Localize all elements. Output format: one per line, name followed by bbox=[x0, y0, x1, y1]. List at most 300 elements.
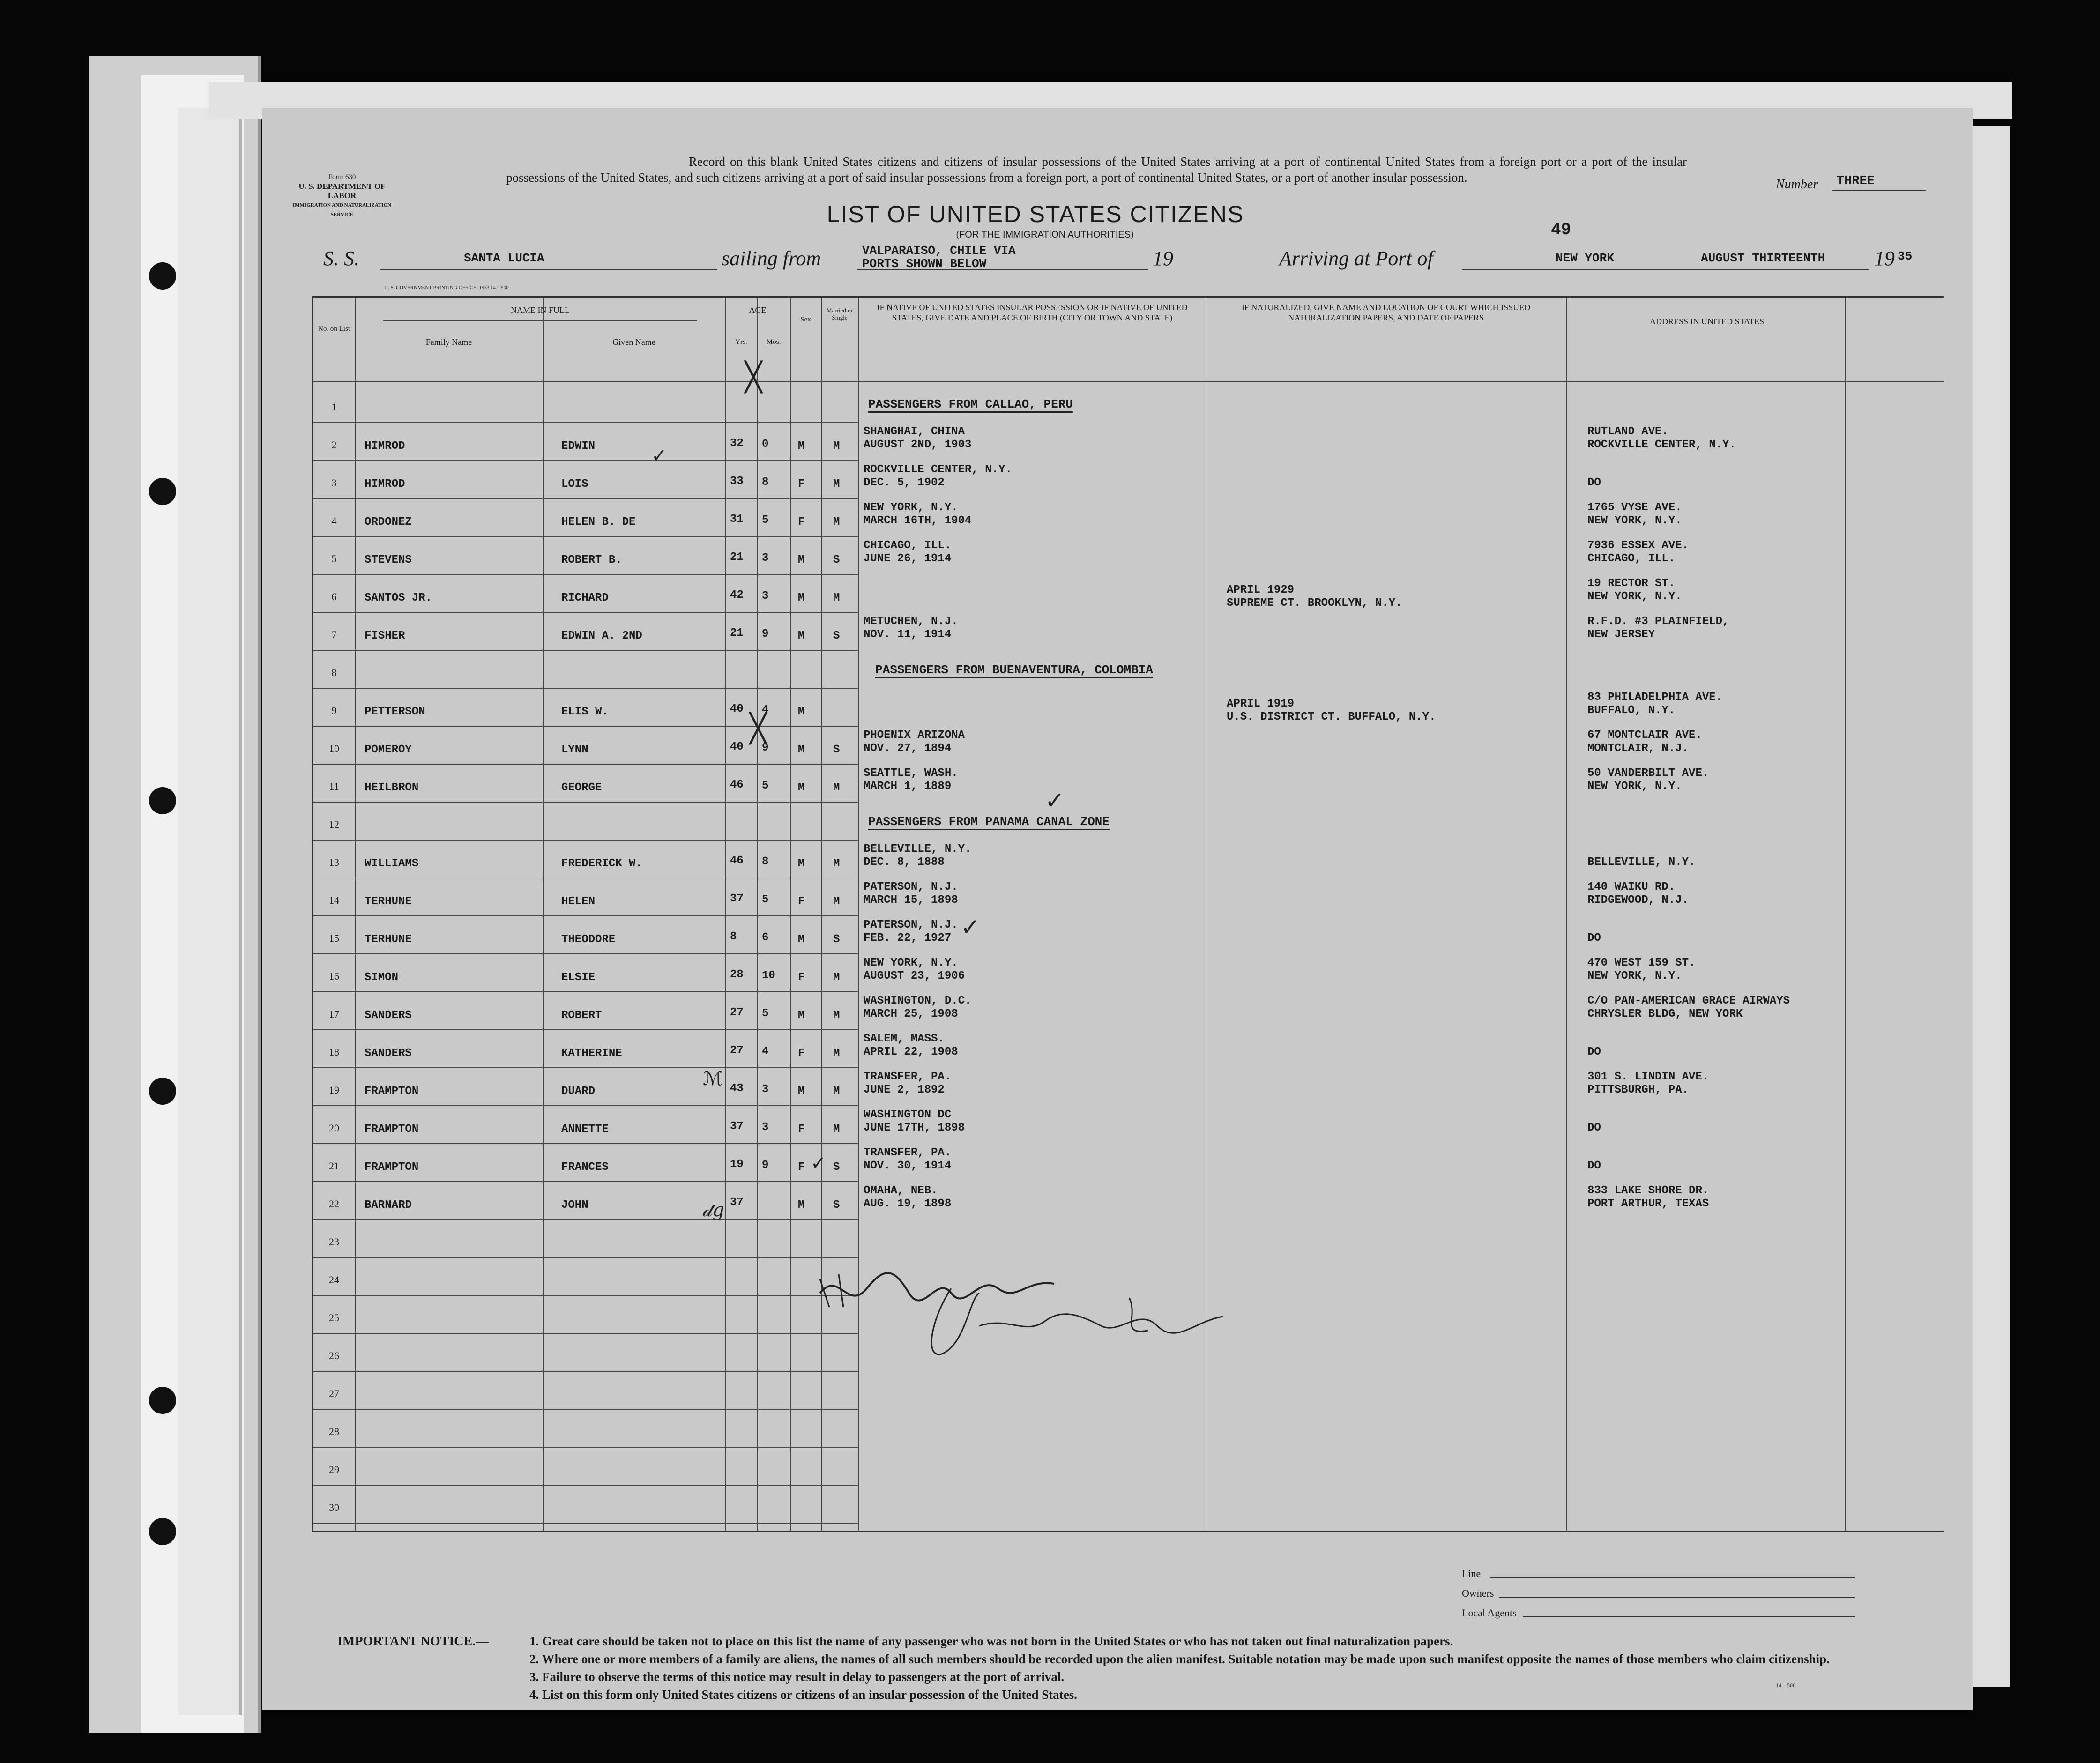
row-rule bbox=[313, 574, 858, 575]
given-name-cell: FRANCES bbox=[561, 1161, 609, 1174]
address-line2-cell: RIDGEWOOD, N.J. bbox=[1587, 894, 1689, 907]
address-line1-cell: 83 PHILADELPHIA AVE. bbox=[1587, 691, 1723, 704]
age-months-cell: 3 bbox=[762, 1121, 769, 1134]
notice-title: IMPORTANT NOTICE.— bbox=[337, 1634, 489, 1649]
given-name-cell: DUARD bbox=[561, 1085, 596, 1098]
sex-cell: M bbox=[798, 1199, 805, 1212]
age-years-cell: 37 bbox=[730, 1196, 744, 1209]
address-line2-cell: NEW YORK, N.Y. bbox=[1587, 780, 1682, 793]
age-months-cell: 6 bbox=[762, 931, 769, 944]
birth-date-cell: JUNE 17TH, 1898 bbox=[864, 1122, 965, 1134]
given-name-cell: KATHERINE bbox=[561, 1047, 622, 1060]
birth-date-cell: JUNE 26, 1914 bbox=[864, 552, 952, 565]
given-name-cell: ROBERT B. bbox=[561, 554, 622, 566]
family-name-cell: TERHUNE bbox=[365, 895, 412, 908]
birth-date-cell: MARCH 25, 1908 bbox=[864, 1008, 958, 1020]
row-number: 7 bbox=[331, 629, 337, 640]
header-age: AGE bbox=[749, 305, 767, 315]
age-months-cell: 8 bbox=[762, 855, 769, 868]
family-name-cell: FRAMPTON bbox=[365, 1123, 419, 1136]
address-line1-cell: 301 S. LINDIN AVE. bbox=[1587, 1071, 1709, 1083]
row-number: 17 bbox=[329, 1008, 339, 1020]
age-years-cell: 19 bbox=[730, 1158, 744, 1171]
given-name-cell: HELEN B. DE bbox=[561, 516, 636, 528]
form-instructions: Record on this blank United States citizens and citizens of insular possessions of the United States arriving at a port of continental United States from a foreign port or a port of the insular possessions of the United States, and such citizens arriving at a port of said insular possessions from a foreign port, a port of continental United States, or a port of another insular possession. bbox=[506, 155, 1687, 185]
birth-date-cell: MARCH 1, 1889 bbox=[864, 780, 952, 793]
arrival-date: AUGUST THIRTEENTH bbox=[1701, 251, 1825, 265]
age-months-cell: 5 bbox=[762, 514, 769, 527]
address-line2-cell: NEW JERSEY bbox=[1587, 628, 1655, 641]
row-number: 14 bbox=[329, 894, 339, 906]
handwritten-initial: ✓ bbox=[651, 445, 667, 467]
row-rule bbox=[313, 802, 858, 803]
header-sex: Sex bbox=[800, 316, 811, 323]
page-number: 49 bbox=[1551, 220, 1571, 239]
birth-date-cell: AUGUST 2ND, 1903 bbox=[864, 439, 972, 451]
row-rule bbox=[313, 1067, 858, 1068]
notice-item: 1. Great care should be taken not to place on this list the name of any passenger who was not born in the United States or who has not taken out final naturalization papers. bbox=[529, 1634, 1453, 1648]
age-years-cell: 31 bbox=[730, 513, 744, 526]
row-rule bbox=[313, 1105, 858, 1106]
naturalization-court-cell: SUPREME CT. BROOKLYN, N.Y. bbox=[1227, 597, 1402, 610]
age-years-cell: 37 bbox=[730, 1120, 744, 1133]
header-address: ADDRESS IN UNITED STATES bbox=[1649, 317, 1765, 326]
binder-hole bbox=[149, 787, 176, 814]
birth-place-cell: TRANSFER, PA. bbox=[864, 1071, 952, 1083]
address-line1-cell: 470 WEST 159 ST. bbox=[1587, 957, 1696, 969]
column-divider bbox=[790, 298, 791, 1531]
list-number-label: Number bbox=[1776, 177, 1818, 192]
given-name-cell: EDWIN A. 2ND bbox=[561, 630, 642, 642]
address-line2-cell: ROCKVILLE CENTER, N.Y. bbox=[1587, 439, 1736, 451]
sex-cell: M bbox=[798, 592, 805, 604]
birth-place-cell: NEW YORK, N.Y. bbox=[864, 501, 958, 514]
age-years-cell: 46 bbox=[730, 779, 744, 791]
address-line2-cell: CHRYSLER BLDG, NEW YORK bbox=[1587, 1008, 1743, 1020]
sex-cell: F bbox=[798, 478, 805, 491]
birth-place-cell: OMAHA, NEB. bbox=[864, 1184, 938, 1197]
naturalization-court-cell: U.S. DISTRICT CT. BUFFALO, N.Y. bbox=[1227, 711, 1436, 723]
sex-cell: M bbox=[798, 781, 805, 794]
sex-cell: F bbox=[798, 971, 805, 984]
manifest-page bbox=[262, 108, 1973, 1710]
footer-labels bbox=[1462, 1564, 1517, 1623]
row-rule bbox=[313, 422, 858, 423]
family-name-cell: WILLIAMS bbox=[365, 857, 419, 870]
sex-cell: M bbox=[798, 630, 805, 642]
handwritten-initials: 𝒹𝑔 bbox=[703, 1199, 724, 1221]
row-number: 30 bbox=[329, 1502, 339, 1513]
notice-item: 3. Failure to observe the terms of this notice may result in delay to passengers at the port of arrival. bbox=[529, 1670, 1065, 1684]
family-name-cell: SANTOS JR. bbox=[365, 592, 432, 604]
rule bbox=[1499, 1597, 1855, 1598]
column-divider bbox=[543, 298, 544, 1531]
address-line1-cell: 67 MONTCLAIR AVE. bbox=[1587, 729, 1702, 742]
row-rule bbox=[313, 726, 858, 727]
sex-cell: F bbox=[798, 1161, 805, 1174]
given-name-cell: GEORGE bbox=[561, 781, 602, 794]
age-years-cell: 33 bbox=[730, 475, 744, 488]
family-name-cell: HIMROD bbox=[365, 440, 405, 453]
agents-label: Local Agents bbox=[1462, 1607, 1517, 1619]
row-rule bbox=[313, 1219, 858, 1220]
age-months-cell: 3 bbox=[762, 590, 769, 603]
given-name-cell: ELSIE bbox=[561, 971, 596, 984]
age-years-cell: 40 bbox=[730, 703, 744, 715]
birth-place-cell: ROCKVILLE CENTER, N.Y. bbox=[864, 463, 1012, 476]
column-divider bbox=[1566, 298, 1567, 1531]
given-name-cell: ROBERT bbox=[561, 1009, 602, 1022]
rule bbox=[380, 269, 717, 270]
marital-status-cell: M bbox=[833, 478, 840, 491]
family-name-cell: BARNARD bbox=[365, 1199, 412, 1212]
marital-status-cell: M bbox=[833, 1047, 840, 1060]
age-years-cell: 40 bbox=[730, 741, 744, 753]
given-name-cell: LYNN bbox=[561, 744, 588, 756]
birth-place-cell: SALEM, MASS. bbox=[864, 1033, 945, 1045]
service-name: IMMIGRATION AND NATURALIZATION SERVICE bbox=[292, 202, 392, 217]
row-rule bbox=[313, 991, 858, 992]
row-rule bbox=[313, 460, 858, 461]
age-years-cell: 28 bbox=[730, 968, 744, 981]
sex-cell: F bbox=[798, 895, 805, 908]
address-line2-cell: NEW YORK, N.Y. bbox=[1587, 514, 1682, 527]
row-rule bbox=[313, 536, 858, 537]
address-line1-cell: 7936 ESSEX AVE. bbox=[1587, 539, 1689, 552]
handwritten-check-mark: ✓ bbox=[1045, 787, 1065, 814]
handwritten-cross-out: ╳ bbox=[750, 712, 767, 745]
given-name-cell: ELIS W. bbox=[561, 706, 609, 718]
row-number: 24 bbox=[329, 1274, 339, 1286]
address-line2-cell: CHICAGO, ILL. bbox=[1587, 552, 1676, 565]
family-name-cell: ORDONEZ bbox=[365, 516, 412, 528]
row-number: 1 bbox=[331, 401, 337, 413]
page-subtitle: (FOR THE IMMIGRATION AUTHORITIES) bbox=[956, 230, 1134, 240]
binder-hole bbox=[149, 1518, 176, 1545]
row-number: 4 bbox=[331, 515, 337, 527]
address-line1-cell: 833 LAKE SHORE DR. bbox=[1587, 1184, 1709, 1197]
header-years: Yrs. bbox=[735, 338, 747, 346]
row-number: 25 bbox=[329, 1312, 339, 1324]
family-name-cell: FRAMPTON bbox=[365, 1161, 419, 1174]
address-line1-cell: C/O PAN-AMERICAN GRACE AIRWAYS bbox=[1587, 995, 1790, 1007]
year-label: 19 bbox=[1874, 247, 1895, 270]
birth-place-cell: NEW YORK, N.Y. bbox=[864, 957, 958, 969]
address-line2-cell: PORT ARTHUR, TEXAS bbox=[1587, 1198, 1709, 1210]
birth-place-cell: PATERSON, N.J. bbox=[864, 919, 958, 931]
row-rule bbox=[313, 1409, 858, 1410]
age-months-cell: 4 bbox=[762, 704, 769, 716]
age-months-cell: 4 bbox=[762, 1045, 769, 1058]
given-name-cell: RICHARD bbox=[561, 592, 609, 604]
given-name-cell: EDWIN bbox=[561, 440, 596, 453]
row-number: 19 bbox=[329, 1084, 339, 1096]
age-months-cell: 5 bbox=[762, 1007, 769, 1020]
address-line1-cell: DO bbox=[1587, 1046, 1601, 1058]
birth-place-cell: WASHINGTON, D.C. bbox=[864, 995, 972, 1007]
family-name-cell: TERHUNE bbox=[365, 933, 412, 946]
rule bbox=[1523, 1616, 1855, 1617]
birth-date-cell: NOV. 27, 1894 bbox=[864, 742, 952, 755]
ship-name: SANTA LUCIA bbox=[464, 251, 544, 265]
family-name-cell: HIMROD bbox=[365, 478, 405, 491]
department-name: U. S. DEPARTMENT OF LABOR bbox=[298, 182, 386, 200]
birth-place-cell: TRANSFER, PA. bbox=[864, 1146, 952, 1159]
printing-office-note: U. S. GOVERNMENT PRINTING OFFICE: 1933 14—500 bbox=[384, 285, 509, 290]
address-line2-cell: MONTCLAIR, N.J. bbox=[1587, 742, 1689, 755]
marital-status-cell: M bbox=[833, 516, 840, 528]
row-number: 21 bbox=[329, 1160, 339, 1172]
row-rule bbox=[313, 612, 858, 613]
birth-place-cell: CHICAGO, ILL. bbox=[864, 539, 952, 552]
address-line1-cell: 19 RECTOR ST. bbox=[1587, 577, 1676, 590]
birth-date-cell: MARCH 16TH, 1904 bbox=[864, 514, 972, 527]
header-list-number: No. on List bbox=[318, 325, 350, 333]
row-rule bbox=[313, 688, 858, 689]
departure-via: PORTS SHOWN BELOW bbox=[862, 257, 987, 271]
row-rule bbox=[313, 1333, 858, 1334]
marital-status-cell: M bbox=[833, 895, 840, 908]
address-line1-cell: DO bbox=[1587, 932, 1601, 945]
marital-status-cell: M bbox=[833, 1123, 840, 1136]
row-rule bbox=[313, 1295, 858, 1296]
birth-date-cell: AUGUST 23, 1906 bbox=[864, 970, 965, 982]
header-married-single: Married or Single bbox=[827, 307, 853, 321]
row-rule bbox=[313, 1029, 858, 1030]
row-rule bbox=[313, 953, 858, 954]
age-years-cell: 32 bbox=[730, 437, 744, 450]
birth-date-cell: NOV. 11, 1914 bbox=[864, 628, 952, 641]
sex-cell: M bbox=[798, 857, 805, 870]
family-name-cell: HEILBRON bbox=[365, 781, 419, 794]
header-rule bbox=[313, 381, 1944, 382]
binder-hole bbox=[149, 1078, 176, 1105]
age-years-cell: 42 bbox=[730, 589, 744, 602]
age-years-cell: 21 bbox=[730, 551, 744, 564]
notice-item: 2. Where one or more members of a family are aliens, the names of all such members should be recorded upon the alien manifest. Suitable notation may be made upon such manifest opposite the names of those members who claim citizenship. bbox=[529, 1652, 1830, 1666]
sex-cell: F bbox=[798, 1047, 805, 1060]
handwritten-check-mark: ✓ bbox=[961, 914, 980, 941]
age-years-cell: 27 bbox=[730, 1006, 744, 1019]
given-name-cell: THEODORE bbox=[561, 933, 616, 946]
given-name-cell: JOHN bbox=[561, 1199, 588, 1212]
rule bbox=[857, 269, 1148, 270]
ss-label: S. S. bbox=[323, 247, 359, 270]
row-number: 10 bbox=[329, 743, 339, 754]
marital-status-cell: M bbox=[833, 440, 840, 453]
row-number: 23 bbox=[329, 1236, 339, 1248]
family-name-cell: PETTERSON bbox=[365, 706, 425, 718]
sex-cell: M bbox=[798, 1009, 805, 1022]
row-number: 11 bbox=[329, 781, 339, 792]
age-years-cell: 27 bbox=[730, 1044, 744, 1057]
birth-date-cell: JUNE 2, 1892 bbox=[864, 1084, 945, 1096]
address-line1-cell: DO bbox=[1587, 1160, 1601, 1172]
given-name-cell: LOIS bbox=[561, 478, 588, 491]
binder-hole bbox=[149, 262, 176, 290]
row-number: 20 bbox=[329, 1122, 339, 1134]
marital-status-cell: S bbox=[833, 933, 840, 946]
sex-cell: M bbox=[798, 1085, 805, 1098]
address-line1-cell: 140 WAIKU RD. bbox=[1587, 881, 1676, 893]
arriving-label: Arriving at Port of bbox=[1279, 247, 1433, 270]
marital-status-cell: S bbox=[833, 630, 840, 642]
header-months: Mos. bbox=[766, 338, 781, 346]
given-name-cell: ANNETTE bbox=[561, 1123, 609, 1136]
age-months-cell: 9 bbox=[762, 628, 769, 640]
family-name-cell: FISHER bbox=[365, 630, 405, 642]
birth-place-cell: SEATTLE, WASH. bbox=[864, 767, 958, 780]
header-family-name: Family Name bbox=[425, 337, 472, 347]
row-number: 16 bbox=[329, 970, 339, 982]
sex-cell: F bbox=[798, 516, 805, 528]
birth-place-cell: METUCHEN, N.J. bbox=[864, 615, 958, 628]
marital-status-cell: M bbox=[833, 1009, 840, 1022]
sex-cell: M bbox=[798, 706, 805, 718]
departure-port: VALPARAISO, CHILE VIA bbox=[862, 244, 1016, 258]
row-number: 3 bbox=[331, 477, 337, 489]
family-name-cell: SIMON bbox=[365, 971, 399, 984]
row-number: 22 bbox=[329, 1198, 339, 1210]
sex-cell: M bbox=[798, 933, 805, 946]
row-rule bbox=[313, 1523, 858, 1524]
handwritten-check-mark: ✓ bbox=[811, 1153, 827, 1174]
age-months-cell: 5 bbox=[762, 780, 769, 792]
row-number: 27 bbox=[329, 1388, 339, 1399]
given-name-cell: FREDERICK W. bbox=[561, 857, 642, 870]
column-divider bbox=[725, 298, 726, 1531]
birth-place-cell: PHOENIX ARIZONA bbox=[864, 729, 965, 742]
notice-item: 4. List on this form only United States citizens or citizens of an insular possession of the United States. bbox=[529, 1688, 1078, 1702]
address-line1-cell: DO bbox=[1587, 1122, 1601, 1134]
row-number: 8 bbox=[331, 667, 337, 678]
important-notice bbox=[529, 1632, 1879, 1703]
family-name-cell: STEVENS bbox=[365, 554, 412, 566]
underlying-page bbox=[178, 108, 242, 1715]
age-years-cell: 21 bbox=[730, 627, 744, 640]
owners-label: Owners bbox=[1462, 1587, 1494, 1599]
address-line1-cell: BELLEVILLE, N.Y. bbox=[1587, 856, 1696, 869]
family-name-cell: SANDERS bbox=[365, 1047, 412, 1060]
naturalization-date-cell: APRIL 1919 bbox=[1227, 698, 1295, 710]
birth-date-cell: DEC. 8, 1888 bbox=[864, 856, 945, 869]
birth-place-cell: WASHINGTON DC bbox=[864, 1108, 952, 1121]
row-rule bbox=[313, 498, 858, 499]
marital-status-cell: M bbox=[833, 1085, 840, 1098]
row-rule bbox=[313, 1485, 858, 1486]
row-number: 6 bbox=[331, 591, 337, 603]
row-rule bbox=[313, 840, 858, 841]
marital-status-cell: M bbox=[833, 781, 840, 794]
header-naturalization: IF NATURALIZED, GIVE NAME AND LOCATION OF COURT WHICH ISSUED NATURALIZATION PAPERS, AND DATE OF PAPERS bbox=[1241, 303, 1531, 322]
form-identifier bbox=[290, 172, 394, 219]
address-line2-cell: PITTSBURGH, PA. bbox=[1587, 1084, 1689, 1096]
age-months-cell: 9 bbox=[762, 1159, 769, 1172]
address-line2-cell: NEW YORK, N.Y. bbox=[1587, 970, 1682, 982]
row-rule bbox=[313, 1143, 858, 1144]
age-years-cell: 43 bbox=[730, 1082, 744, 1095]
address-line1-cell: RUTLAND AVE. bbox=[1587, 425, 1668, 438]
column-divider bbox=[757, 298, 758, 1531]
marital-status-cell: S bbox=[833, 554, 840, 566]
row-number: 18 bbox=[329, 1046, 339, 1058]
address-line1-cell: R.F.D. #3 PLAINFIELD, bbox=[1587, 615, 1729, 628]
row-rule bbox=[313, 650, 858, 651]
signature-image bbox=[811, 1138, 1232, 1382]
given-name-cell: HELEN bbox=[561, 895, 596, 908]
sex-cell: M bbox=[798, 554, 805, 566]
rule bbox=[1832, 190, 1926, 191]
age-months-cell: 5 bbox=[762, 893, 769, 906]
handwritten-check-mark: ╳ bbox=[745, 361, 762, 394]
header-name-in-full: NAME IN FULL bbox=[511, 305, 570, 315]
row-number: 5 bbox=[331, 553, 337, 565]
age-months-cell: 3 bbox=[762, 1083, 769, 1096]
birth-date-cell: APRIL 22, 1908 bbox=[864, 1046, 958, 1058]
family-name-cell: FRAMPTON bbox=[365, 1085, 419, 1098]
section-heading: PASSENGERS FROM CALLAO, PERU bbox=[868, 397, 1073, 413]
row-rule bbox=[313, 764, 858, 765]
binder-hole bbox=[149, 1387, 176, 1414]
row-rule bbox=[313, 1371, 858, 1372]
birth-date-cell: FEB. 22, 1927 bbox=[864, 932, 952, 945]
marital-status-cell: M bbox=[833, 971, 840, 984]
naturalization-date-cell: APRIL 1929 bbox=[1227, 584, 1295, 596]
column-divider bbox=[1845, 298, 1846, 1531]
birth-date-cell: AUG. 19, 1898 bbox=[864, 1198, 952, 1210]
marital-status-cell: S bbox=[833, 744, 840, 756]
age-years-cell: 46 bbox=[730, 855, 744, 867]
birth-place-cell: SHANGHAI, CHINA bbox=[864, 425, 965, 438]
form-number: Form 630 bbox=[328, 173, 356, 181]
row-number: 12 bbox=[329, 818, 339, 830]
line-label: Line bbox=[1462, 1568, 1481, 1579]
age-years-cell: 8 bbox=[730, 930, 737, 943]
address-line2-cell: BUFFALO, N.Y. bbox=[1587, 704, 1676, 717]
page-title: LIST OF UNITED STATES CITIZENS bbox=[827, 201, 1244, 227]
rule bbox=[1696, 269, 1869, 270]
section-heading: PASSENGERS FROM BUENAVENTURA, COLOMBIA bbox=[875, 663, 1153, 678]
marital-status-cell: M bbox=[833, 857, 840, 870]
section-heading: PASSENGERS FROM PANAMA CANAL ZONE bbox=[868, 815, 1110, 830]
address-line1-cell: DO bbox=[1587, 476, 1601, 489]
birth-date-cell: DEC. 5, 1902 bbox=[864, 476, 945, 489]
sailing-label: sailing from bbox=[722, 247, 821, 270]
address-line2-cell: NEW YORK, N.Y. bbox=[1587, 590, 1682, 603]
age-months-cell: 10 bbox=[762, 969, 775, 982]
header-birth-place: IF NATIVE OF UNITED STATES INSULAR POSSESSION OR IF NATIVE OF UNITED STATES, GIVE DATE AND PLACE OF BIRTH (CITY OR TOWN AND STATE) bbox=[877, 303, 1188, 322]
row-number: 28 bbox=[329, 1426, 339, 1437]
row-rule bbox=[313, 1181, 858, 1182]
age-months-cell: 0 bbox=[762, 438, 769, 451]
year-prefix: 19 bbox=[1153, 247, 1173, 270]
sex-cell: M bbox=[798, 744, 805, 756]
row-rule bbox=[313, 1257, 858, 1258]
row-number: 26 bbox=[329, 1350, 339, 1361]
row-rule bbox=[313, 1447, 858, 1448]
marital-status-cell: S bbox=[833, 1199, 840, 1212]
row-number: 13 bbox=[329, 856, 339, 868]
row-number: 15 bbox=[329, 932, 339, 944]
marital-status-cell: S bbox=[833, 1161, 840, 1174]
marital-status-cell: M bbox=[833, 592, 840, 604]
header-given-name: Given Name bbox=[612, 337, 655, 347]
age-months-cell: 8 bbox=[762, 476, 769, 489]
birth-place-cell: BELLEVILLE, N.Y. bbox=[864, 843, 972, 855]
row-number: 29 bbox=[329, 1464, 339, 1475]
arrival-year: 35 bbox=[1898, 249, 1913, 263]
address-line1-cell: 50 VANDERBILT AVE. bbox=[1587, 767, 1709, 780]
